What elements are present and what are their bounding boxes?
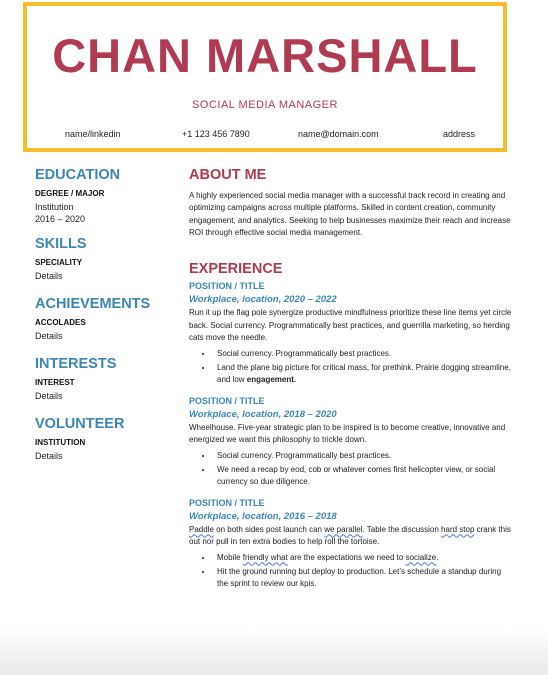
- job-position: POSITION / TITLE: [189, 497, 265, 508]
- achievements-heading: ACHIEVEMENTS: [35, 296, 151, 313]
- job-entry: [189, 281, 514, 386]
- job-workplace: Workplace, location, 2018 – 2020: [189, 408, 337, 420]
- job-workplace: Workplace, location, 2020 – 2022: [189, 294, 337, 306]
- volunteer-details: Details: [35, 451, 63, 462]
- contact-email: name@domain.com: [298, 129, 379, 139]
- skills-section: [35, 237, 175, 282]
- experience-section: [189, 262, 514, 591]
- job-bullet: • We need a recap by eod, cob or whatever comes first helicopter view, or social currency so due diligence.: [213, 464, 514, 489]
- interests-interest: INTEREST: [35, 378, 75, 388]
- job-entry: [189, 498, 514, 591]
- education-section: [35, 168, 175, 225]
- education-years: 2016 – 2020: [35, 214, 86, 225]
- experience-heading: EXPERIENCE: [189, 260, 283, 277]
- job-bullets: [189, 450, 514, 489]
- job-bullets: [189, 552, 514, 591]
- job-description: Wheelhouse. Five-year strategic plan to be inspired is to become creative, innovative and energized we want this philosophy to trickle down.: [189, 422, 506, 445]
- contact-phone: +1 123 456 7890: [182, 129, 250, 139]
- volunteer-section: [35, 417, 175, 462]
- page-bottom-shadow: [0, 628, 548, 675]
- achievements-section: [35, 297, 175, 342]
- right-column: [189, 168, 514, 593]
- about-text: A highly experienced social media manager with a successful track record in creating and optimizing campaigns across multiple platforms. Skilled in content creation, community engagement, and analytics. Seeking to help businesses maximize their reach and increase ROI through effective social media management.: [189, 190, 511, 238]
- volunteer-heading: VOLUNTEER: [35, 416, 125, 433]
- job-bullet: • Land the plane big picture for critical mass, for prethink. Prairie dogging streamline, and low engagement.: [213, 362, 514, 387]
- about-heading: ABOUT ME: [189, 167, 267, 183]
- contact-address: address: [443, 129, 476, 139]
- education-heading: EDUCATION: [35, 167, 121, 183]
- interests-section: [35, 357, 175, 402]
- achievements-accolades: ACCOLADES: [35, 318, 86, 328]
- skills-heading: SKILLS: [35, 236, 87, 253]
- job-bullet: • Social currency. Programmatically best practices.: [213, 348, 514, 360]
- contact-linkedin: name/linkedin: [65, 129, 121, 139]
- job-bullet: • Mobile friendly what are the expectations we need to socialize.: [213, 552, 514, 564]
- skills-speciality: SPECIALITY: [35, 258, 83, 268]
- left-column: [35, 168, 175, 463]
- job-bullet: • Social currency. Programmatically best practices.: [213, 450, 514, 462]
- job-bullet: • Hit the ground running but deploy to production. Let’s schedule a standup during the sprint to review our kpis.: [213, 566, 514, 591]
- interests-heading: INTERESTS: [35, 356, 117, 373]
- job-workplace: Workplace, location, 2016 – 2018: [189, 510, 337, 522]
- interests-details: Details: [35, 391, 63, 402]
- job-position: POSITION / TITLE: [189, 281, 265, 292]
- job-position: POSITION / TITLE: [189, 395, 265, 406]
- header-box: [23, 2, 507, 152]
- job-bullets: [189, 348, 514, 387]
- about-section: [189, 168, 514, 240]
- skills-details: Details: [35, 271, 63, 282]
- education-degree: DEGREE / MAJOR: [35, 188, 105, 198]
- job-entry: [189, 396, 514, 489]
- job-description: Paddle on both sides post launch can we parallel. Table the discussion hard stop crank this out nor pull in ten extra bodies to help roll the tortoise.: [189, 524, 511, 547]
- candidate-name: CHAN MARSHALL: [52, 29, 478, 82]
- candidate-role: SOCIAL MEDIA MANAGER: [192, 99, 338, 111]
- achievements-details: Details: [35, 331, 63, 342]
- job-description: Run it up the flag pole synergize productive mindfulness prioritize these line items yet circle back. Social currency. Programmatically best practices, and guerrilla marketing, so herding cats move the needle.: [189, 308, 512, 343]
- education-institution: Institution: [35, 201, 74, 212]
- volunteer-institution: INSTITUTION: [35, 438, 86, 448]
